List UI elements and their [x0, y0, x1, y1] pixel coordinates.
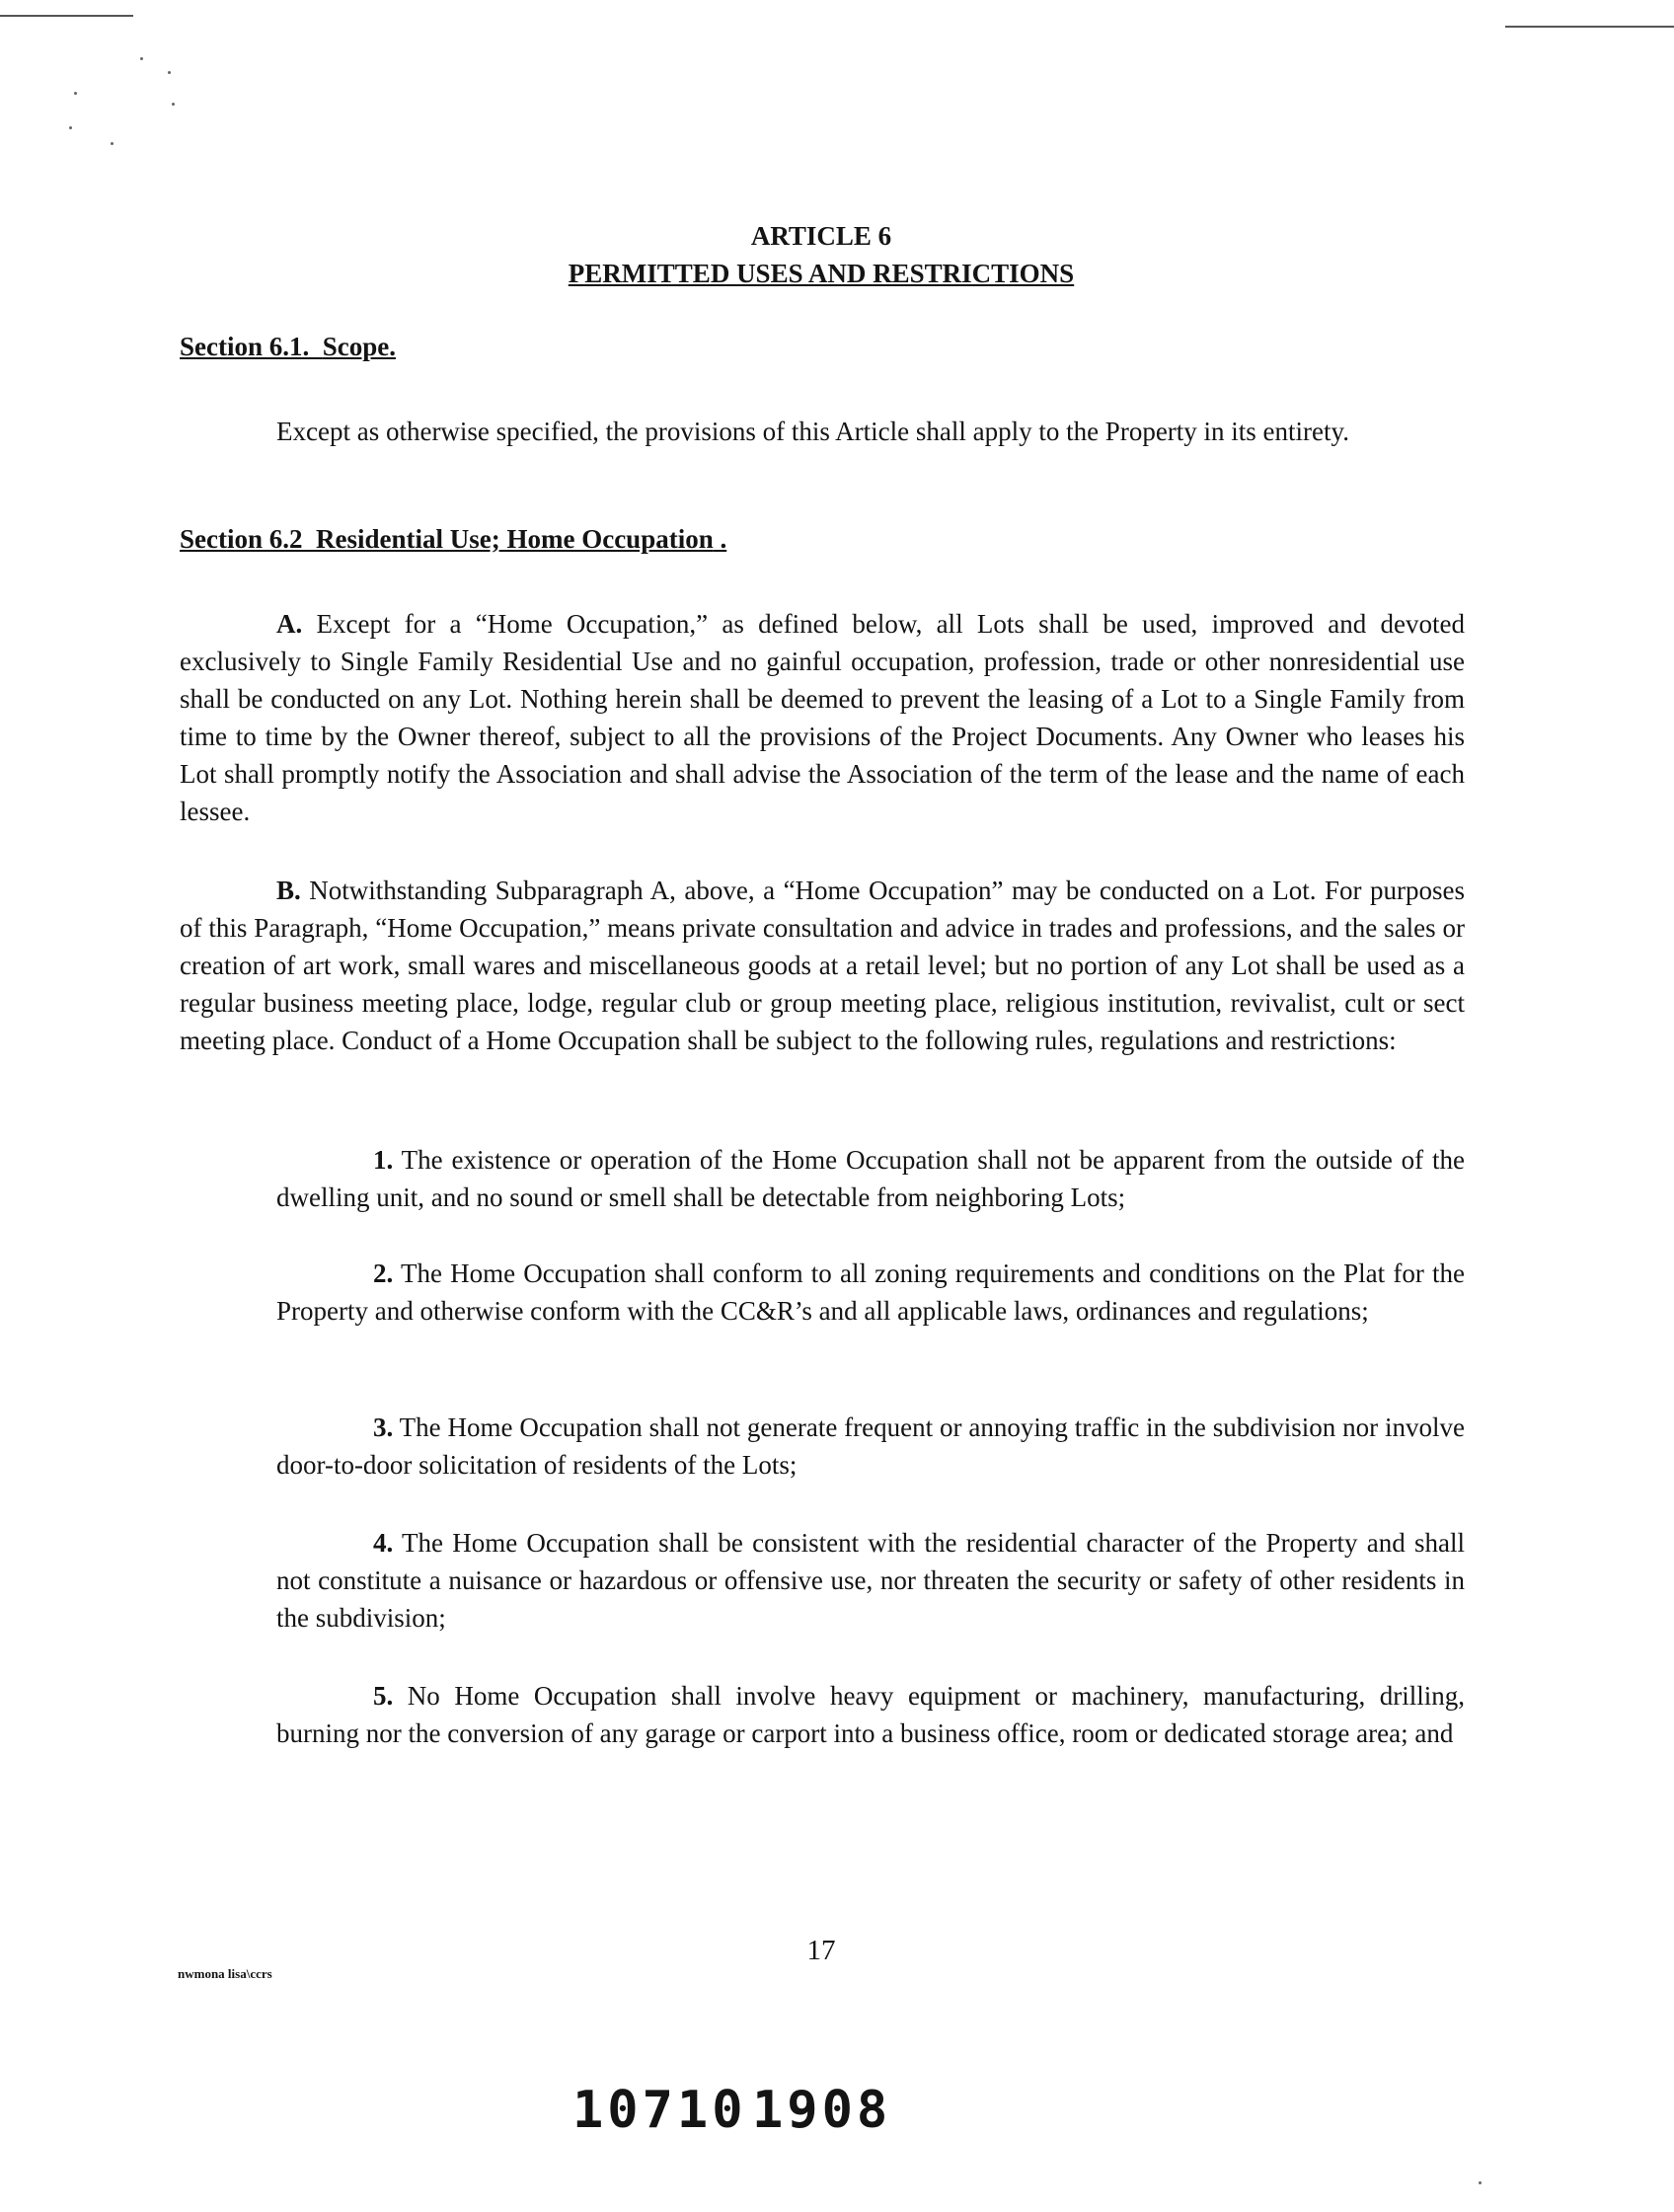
- paragraph-text: Except for a “Home Occupation,” as defined below, all Lots shall be used, improved and devoted exclusively to Single Family Residential Use and no gainful occupation, profession, trade or other nonresidential use shall be conducted on any Lot. Nothing herein shall be deemed to prevent the leasing of a Lot to a Single Family from time to time by the Owner thereof, subject to all the provisions of the Project Documents. Any Owner who leases his Lot shall promptly notify the Association and shall advise the Association of the term of the lease and the name of each lessee.: [180, 609, 1466, 826]
- item-text: The Home Occupation shall not generate frequent or annoying traffic in the subdivision nor involve door-to-door solicitation of residents of the Lots;: [276, 1412, 1465, 1480]
- page-number: 17: [806, 1935, 836, 1966]
- paragraph: Except as otherwise specified, the provisions of this Article shall apply to the Property in its entirety.: [276, 417, 1350, 446]
- scan-speck: [1479, 2181, 1482, 2184]
- heading-period: .: [713, 524, 727, 554]
- section-title: Residential Use; Home Occupation: [316, 524, 714, 554]
- paragraph: [276, 1141, 1465, 1216]
- item-text: The Home Occupation shall conform to all zoning requirements and conditions on the Plat for the Property and otherwise conform with the CC&R’s and all applicable laws, ordinances and regulations;: [276, 1259, 1465, 1326]
- item-label: 4.: [373, 1528, 394, 1558]
- scan-speck: [74, 92, 77, 95]
- paragraph-label: A.: [276, 609, 303, 639]
- list-item: [276, 1677, 1465, 1752]
- scan-mark-top-left: [0, 15, 133, 17]
- section-6-1-heading: [180, 332, 396, 362]
- section-6-2-heading: [180, 524, 726, 555]
- footer-file-code: nwmona lisa\ccrs: [178, 1966, 272, 1981]
- item-label: 5.: [373, 1681, 394, 1711]
- item-text: No Home Occupation shall involve heavy equipment or machinery, manufacturing, drilling, burning nor the conversion of any garage or carport into a business office, room or dedicated storage area; and: [276, 1681, 1465, 1748]
- recording-stamp-book: 10710: [572, 2081, 747, 2140]
- paragraph-text: Notwithstanding Subparagraph A, above, a “Home Occupation” may be conducted on a Lot. For purposes of this Paragraph, “Home Occupation,” means private consultation and advice in trades and professions, and the sales or creation of art work, small wares and miscellaneous goods at a retail level; but no portion of any Lot shall be used as a regular business meeting place, lodge, regular club or group meeting place, religious institution, revivalist, cult or sect meeting place. Conduct of a Home Occupation shall be subject to the following rules, regulations and restrictions:: [180, 876, 1465, 1055]
- recording-stamp-page: 1908: [752, 2081, 892, 2140]
- list-item: [276, 1524, 1465, 1637]
- item-label: 3.: [373, 1412, 394, 1442]
- scan-speck: [168, 71, 171, 74]
- section-title: Scope.: [322, 332, 396, 361]
- paragraph: [276, 1409, 1465, 1484]
- scan-speck: [140, 57, 143, 60]
- scan-speck: [111, 142, 114, 145]
- scan-mark-top-right: [1505, 26, 1674, 28]
- section-6-1-text: [180, 413, 1465, 450]
- section-number: Section 6.1: [180, 332, 303, 361]
- heading-spacer: .: [302, 332, 323, 361]
- paragraph: [276, 1524, 1465, 1637]
- paragraph: [180, 605, 1465, 830]
- list-item: [276, 1141, 1465, 1216]
- list-item: [276, 1255, 1465, 1330]
- paragraph-label: B.: [276, 876, 301, 905]
- item-text: The Home Occupation shall be consistent with the residential character of the Property and shall not constitute a nuisance or hazardous or offensive use, nor threaten the security or safety of other residents in the subdivision;: [276, 1528, 1465, 1633]
- item-label: 1.: [373, 1145, 394, 1175]
- heading-spacer: [303, 524, 317, 554]
- item-text: The existence or operation of the Home Occupation shall not be apparent from the outside of the dwelling unit, and no sound or smell shall be detectable from neighboring Lots;: [276, 1145, 1465, 1212]
- article-title: PERMITTED USES AND RESTRICTIONS: [568, 259, 1075, 288]
- paragraph: [276, 1255, 1465, 1330]
- article-number: ARTICLE 6: [750, 221, 892, 251]
- paragraph-b: [180, 872, 1465, 1059]
- section-number: Section 6.2: [180, 524, 303, 554]
- scan-speck: [69, 126, 72, 129]
- scan-speck: [172, 103, 175, 106]
- paragraph-a: [180, 605, 1465, 830]
- list-item: [276, 1409, 1465, 1484]
- item-label: 2.: [373, 1259, 394, 1288]
- paragraph: [180, 872, 1465, 1059]
- paragraph: [276, 1677, 1465, 1752]
